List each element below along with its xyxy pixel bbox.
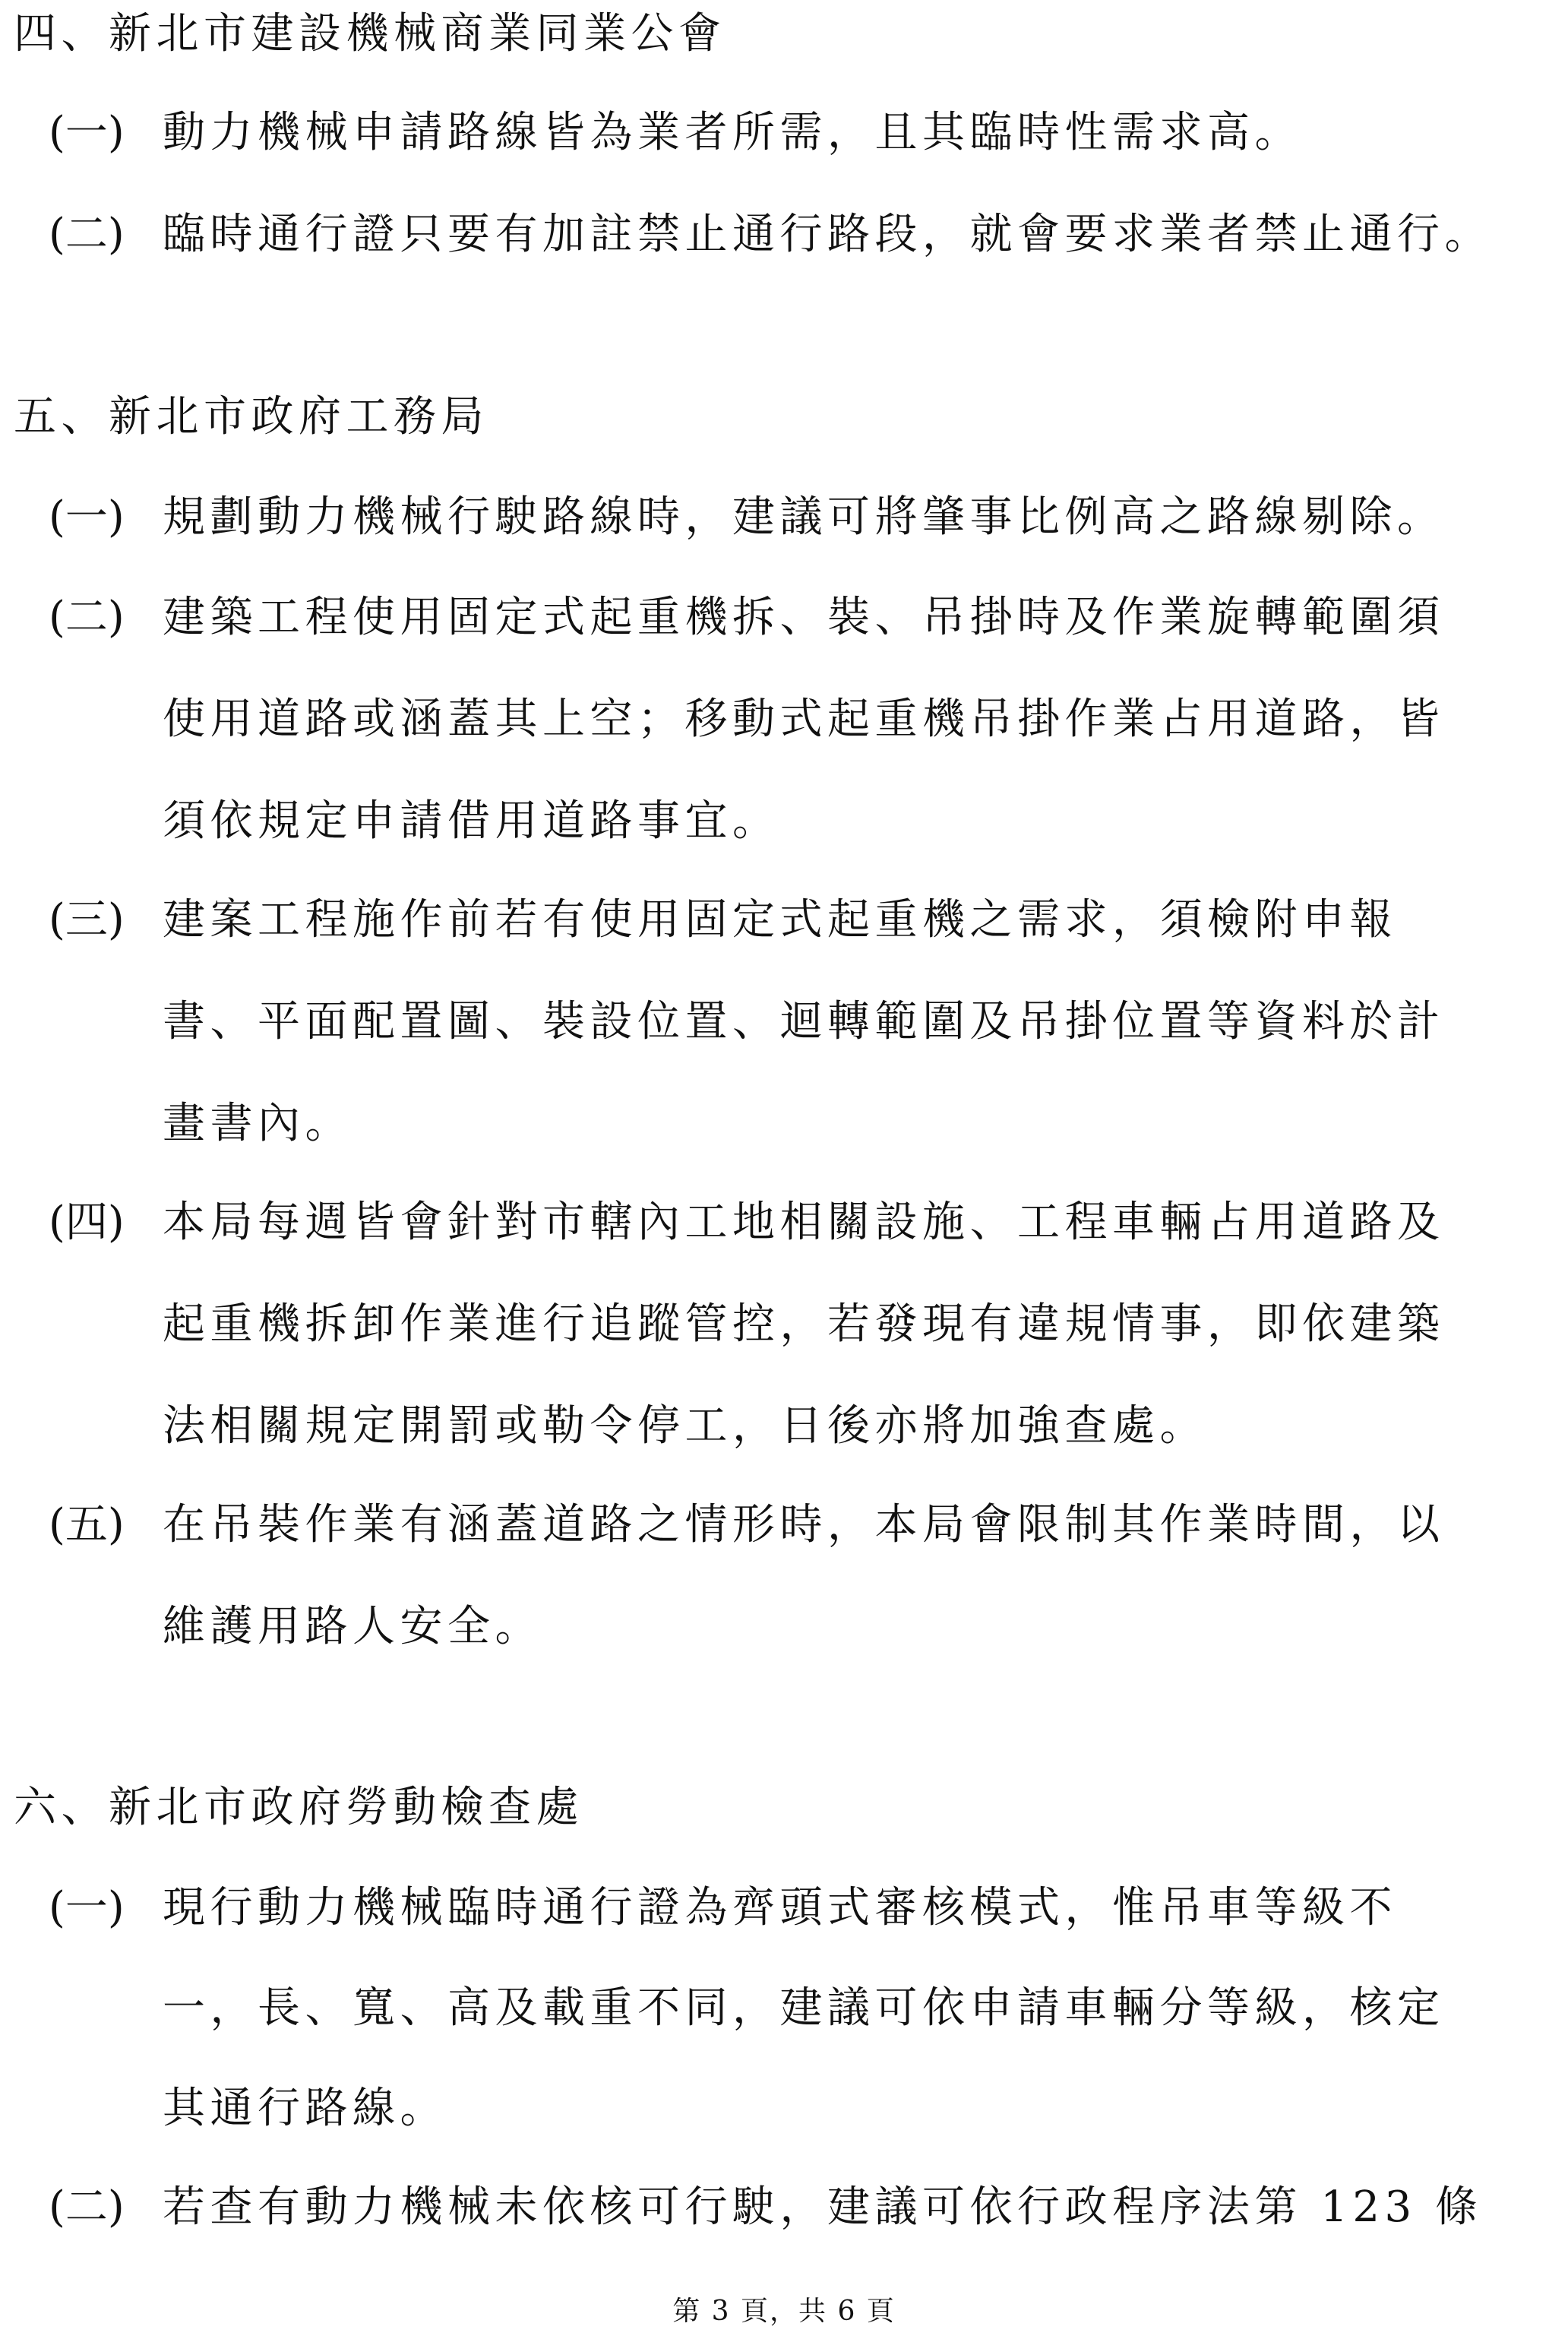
item-number: (一) bbox=[49, 492, 125, 542]
item-number: (一) bbox=[49, 108, 125, 157]
item-text: 建築工程使用固定式起重機拆、裝、吊掛時及作業旋轉範圍須 bbox=[163, 593, 1445, 642]
list-item bbox=[49, 210, 1492, 260]
item-text: 畫書內。 bbox=[163, 1099, 352, 1148]
item-number: (四) bbox=[49, 1198, 125, 1247]
item-text: 臨時通行證只要有加註禁止通行路段，就會要求業者禁止通行。 bbox=[163, 210, 1492, 259]
item-text: 使用道路或涵蓋其上空；移動式起重機吊掛作業占用道路，皆 bbox=[163, 695, 1445, 744]
item-number: (二) bbox=[49, 210, 125, 259]
list-item bbox=[49, 108, 1302, 158]
item-text: 其通行路線。 bbox=[163, 2084, 447, 2133]
item-text: 在吊裝作業有涵蓋道路之情形時，本局會限制其作業時間，以 bbox=[163, 1500, 1445, 1549]
section-heading: 四、新北市建設機械商業同業公會 bbox=[14, 9, 726, 59]
item-text: 規劃動力機械行駛路線時，建議可將肇事比例高之路線剔除。 bbox=[163, 492, 1445, 542]
list-item bbox=[49, 2182, 1483, 2233]
page-footer: 第 3 頁，共 6 頁 bbox=[672, 2296, 896, 2327]
item-number: (二) bbox=[49, 2182, 125, 2232]
item-text: 維護用路人安全。 bbox=[163, 1602, 542, 1651]
list-item bbox=[49, 492, 1445, 543]
list-item bbox=[49, 1883, 1397, 1933]
item-number: (一) bbox=[49, 1883, 125, 1932]
item-text: 法相關規定開罰或勒令停工，日後亦將加強查處。 bbox=[163, 1401, 1207, 1451]
list-item bbox=[49, 1198, 1445, 1248]
list-item bbox=[49, 593, 1445, 643]
item-number: (二) bbox=[49, 593, 125, 642]
item-text: 若查有動力機械未依核可行駛，建議可依行政程序法第 123 條 bbox=[163, 2182, 1483, 2232]
item-text: 一，長、寬、高及載重不同，建議可依申請車輛分等級，核定 bbox=[163, 1983, 1445, 2033]
item-number: (三) bbox=[49, 895, 125, 945]
item-text: 本局每週皆會針對市轄內工地相關設施、工程車輛占用道路及 bbox=[163, 1198, 1445, 1247]
item-text: 建案工程施作前若有使用固定式起重機之需求，須檢附申報 bbox=[163, 895, 1397, 945]
section-heading: 五、新北市政府工務局 bbox=[14, 392, 488, 442]
item-text: 須依規定申請借用道路事宜。 bbox=[163, 796, 780, 846]
section-heading: 六、新北市政府勞動檢查處 bbox=[14, 1783, 583, 1832]
item-text: 動力機械申請路線皆為業者所需，且其臨時性需求高。 bbox=[163, 108, 1302, 157]
item-text: 現行動力機械臨時通行證為齊頭式審核模式，惟吊車等級不 bbox=[163, 1883, 1397, 1932]
item-number: (五) bbox=[49, 1500, 125, 1549]
item-text: 起重機拆卸作業進行追蹤管控，若發現有違規情事，即依建築 bbox=[163, 1299, 1445, 1349]
item-text: 書、平面配置圖、裝設位置、迴轉範圍及吊掛位置等資料於計 bbox=[163, 997, 1445, 1046]
list-item bbox=[49, 895, 1397, 945]
list-item bbox=[49, 1500, 1445, 1550]
